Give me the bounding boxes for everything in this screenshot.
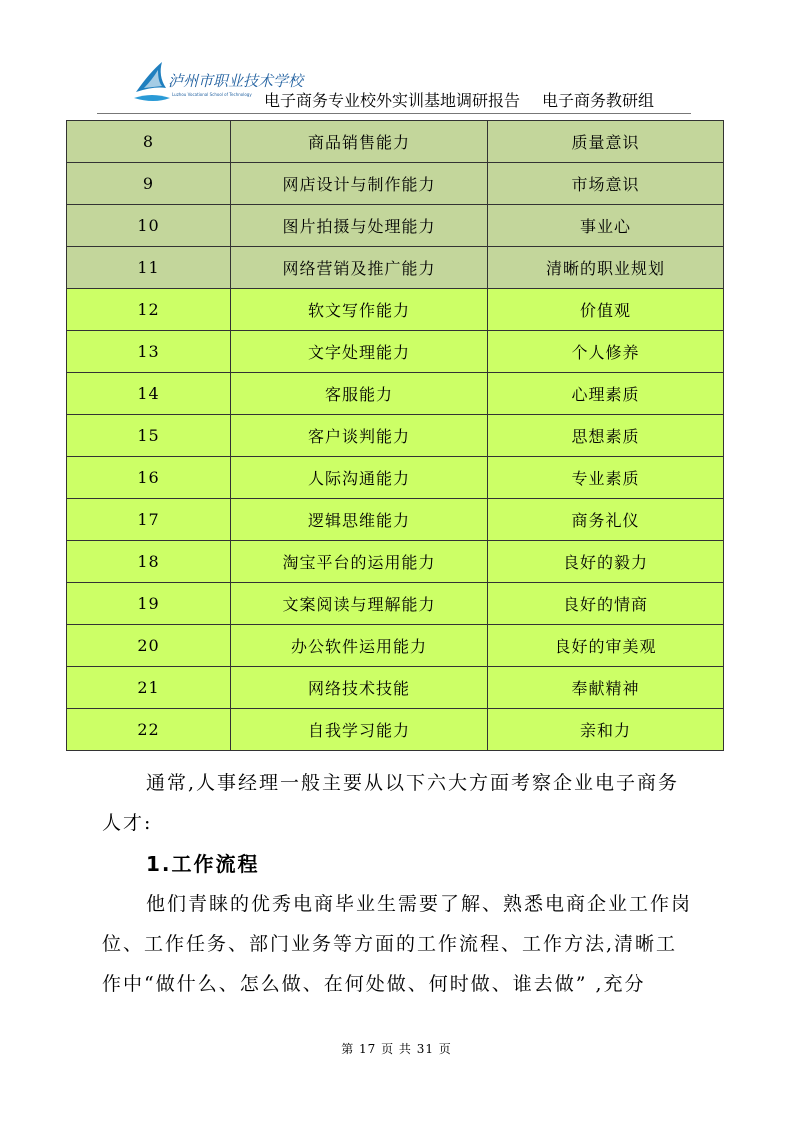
- table-row: [67, 709, 724, 751]
- table-row: [67, 583, 724, 625]
- table-row: [67, 541, 724, 583]
- ability-cell: 淘宝平台的运用能力: [231, 541, 488, 583]
- ability-cell: 客户谈判能力: [231, 415, 488, 457]
- table-row: [67, 415, 724, 457]
- ability-cell: 客服能力: [231, 373, 488, 415]
- ability-cell: 软文写作能力: [231, 289, 488, 331]
- quality-cell: 清晰的职业规划: [488, 247, 724, 289]
- ability-cell: 办公软件运用能力: [231, 625, 488, 667]
- ability-cell: 网络技术技能: [231, 667, 488, 709]
- table-row: [67, 667, 724, 709]
- row-number: 13: [67, 331, 231, 373]
- intro-line-2: 人才:: [102, 812, 153, 834]
- quality-cell: 亲和力: [488, 709, 724, 751]
- ability-cell: 网店设计与制作能力: [231, 163, 488, 205]
- row-number: 12: [67, 289, 231, 331]
- quality-cell: 奉献精神: [488, 667, 724, 709]
- table-row: [67, 205, 724, 247]
- skills-table-body: [67, 121, 724, 751]
- table-row: [67, 373, 724, 415]
- table-row: [67, 331, 724, 373]
- group-name: 电子商务教研组: [542, 91, 655, 110]
- section-title: 1.工作流程: [146, 852, 260, 876]
- quality-cell: 良好的情商: [488, 583, 724, 625]
- quality-cell: 商务礼仪: [488, 499, 724, 541]
- quality-cell: 专业素质: [488, 457, 724, 499]
- quality-cell: 心理素质: [488, 373, 724, 415]
- ability-cell: 文字处理能力: [231, 331, 488, 373]
- report-title: 电子商务专业校外实训基地调研报告: [264, 91, 521, 110]
- quality-cell: 良好的审美观: [488, 625, 724, 667]
- ability-cell: 文案阅读与理解能力: [231, 583, 488, 625]
- header-text: [264, 88, 654, 111]
- row-number: 21: [67, 667, 231, 709]
- skills-table: [66, 120, 724, 751]
- ability-cell: 图片拍摄与处理能力: [231, 205, 488, 247]
- row-number: 10: [67, 205, 231, 247]
- quality-cell: 价值观: [488, 289, 724, 331]
- page-footer: 第 17 页 共 31 页: [341, 1042, 452, 1056]
- row-number: 15: [67, 415, 231, 457]
- paragraph-line-3: 作中“做什么、怎么做、在何处做、何时做、谁去做” ,充分: [102, 973, 646, 995]
- ability-cell: 网络营销及推广能力: [231, 247, 488, 289]
- ability-cell: 商品销售能力: [231, 121, 488, 163]
- ability-cell: 人际沟通能力: [231, 457, 488, 499]
- table-row: [67, 247, 724, 289]
- row-number: 20: [67, 625, 231, 667]
- table-row: [67, 163, 724, 205]
- row-number: 17: [67, 499, 231, 541]
- table-row: [67, 499, 724, 541]
- table-row: [67, 625, 724, 667]
- row-number: 8: [67, 121, 231, 163]
- paragraph-line-2: 位、工作任务、部门业务等方面的工作流程、工作方法,清晰工: [102, 933, 678, 955]
- row-number: 16: [67, 457, 231, 499]
- quality-cell: 市场意识: [488, 163, 724, 205]
- school-logo: [132, 58, 304, 108]
- header-rule: [97, 113, 691, 114]
- quality-cell: 事业心: [488, 205, 724, 247]
- row-number: 11: [67, 247, 231, 289]
- table-row: [67, 457, 724, 499]
- table-row: [67, 289, 724, 331]
- row-number: 14: [67, 373, 231, 415]
- ability-cell: 自我学习能力: [231, 709, 488, 751]
- svg-text:Luzhou Vocational School of Te: Luzhou Vocational School of Technology: [172, 92, 252, 97]
- table-row: [67, 121, 724, 163]
- svg-text:泸州市职业技术学校: 泸州市职业技术学校: [168, 72, 304, 90]
- quality-cell: 质量意识: [488, 121, 724, 163]
- quality-cell: 个人修养: [488, 331, 724, 373]
- page-header: [0, 0, 793, 120]
- row-number: 9: [67, 163, 231, 205]
- paragraph-line-1: 他们青睐的优秀电商毕业生需要了解、熟悉电商企业工作岗: [146, 893, 693, 915]
- ability-cell: 逻辑思维能力: [231, 499, 488, 541]
- quality-cell: 思想素质: [488, 415, 724, 457]
- quality-cell: 良好的毅力: [488, 541, 724, 583]
- row-number: 22: [67, 709, 231, 751]
- row-number: 19: [67, 583, 231, 625]
- intro-line-1: 通常,人事经理一般主要从以下六大方面考察企业电子商务: [146, 772, 680, 794]
- row-number: 18: [67, 541, 231, 583]
